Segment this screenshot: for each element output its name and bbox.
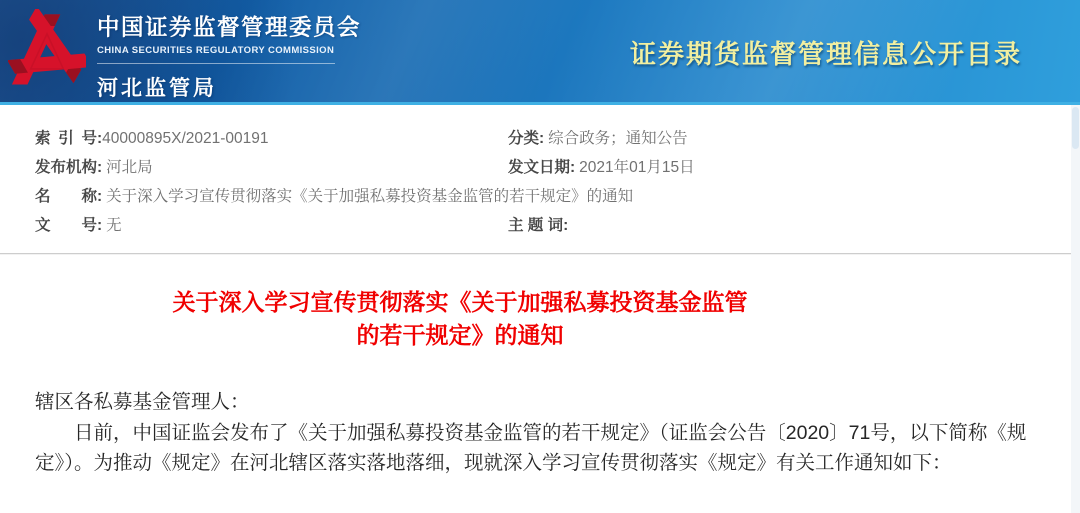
meta-field-category bbox=[508, 129, 1060, 149]
org-name-en: CHINA SECURITIES REGULATORY COMMISSION bbox=[97, 45, 335, 56]
meta-colon: : bbox=[97, 188, 103, 205]
meta-field-doc-no bbox=[35, 216, 508, 236]
scrollbar-thumb[interactable] bbox=[1072, 107, 1079, 149]
meta-label-category: 分类: bbox=[508, 130, 545, 147]
body-paragraph: 日前，中国证监会发布了《关于加强私募投资基金监管的若干规定》（证监会公告〔2020〕71号，以下简称《规定》）。为推动《规定》在河北辖区落实落地落细，现就深入学习宣传贯彻落实《规定》有关工作通知如下： bbox=[35, 421, 1027, 474]
meta-label-index-no: 索引号 bbox=[35, 130, 97, 147]
document-title-line2: 的若干规定》的通知 bbox=[356, 322, 564, 348]
meta-value-doc-no: 无 bbox=[106, 217, 122, 234]
csrc-logo[interactable] bbox=[8, 9, 86, 93]
meta-value-issue-date: 2021年01月15日 bbox=[579, 159, 695, 176]
meta-colon: : bbox=[97, 217, 103, 234]
org-name-cn: 中国证券监督管理委员会 bbox=[97, 15, 362, 40]
section-divider bbox=[0, 253, 1080, 254]
meta-field-index-no bbox=[35, 129, 508, 149]
meta-value-publisher: 河北局 bbox=[106, 159, 153, 176]
meta-value-index-no: 40000895X/2021-00191 bbox=[102, 130, 269, 147]
meta-label-issue-date: 发文日期: bbox=[508, 159, 576, 176]
meta-field-issue-date bbox=[508, 158, 1060, 178]
meta-label-doc-no: 文号 bbox=[35, 217, 97, 234]
meta-panel bbox=[0, 105, 1080, 236]
csrc-logo-icon bbox=[8, 9, 86, 93]
document-title bbox=[0, 286, 920, 352]
meta-label-doc-name: 名称 bbox=[35, 188, 97, 205]
meta-colon: : bbox=[97, 130, 103, 147]
org-block bbox=[97, 10, 361, 102]
meta-field-publisher bbox=[35, 158, 508, 178]
document-body bbox=[35, 387, 1045, 479]
scrollbar[interactable] bbox=[1071, 105, 1080, 513]
meta-label-subject: 主 题 词: bbox=[508, 217, 569, 234]
bureau-name: 河北监管局 bbox=[97, 77, 217, 100]
document-title-line1: 关于深入学习宣传贯彻落实《关于加强私募投资基金监管 bbox=[172, 289, 748, 315]
site-header bbox=[0, 0, 1080, 105]
banner-title: 证券期货监督管理信息公开目录 bbox=[630, 39, 1023, 69]
meta-label-publisher: 发布机构 bbox=[35, 159, 98, 176]
meta-field-subject bbox=[508, 216, 1060, 236]
meta-field-doc-name bbox=[35, 187, 1060, 207]
meta-colon: : bbox=[97, 159, 103, 176]
meta-value-category: 综合政务；通知公告 bbox=[548, 130, 688, 147]
salutation: 辖区各私募基金管理人： bbox=[35, 391, 250, 413]
meta-value-doc-name: 关于深入学习宣传贯彻落实《关于加强私募投资基金监管的若干规定》的通知 bbox=[106, 188, 634, 205]
org-divider bbox=[97, 63, 335, 64]
